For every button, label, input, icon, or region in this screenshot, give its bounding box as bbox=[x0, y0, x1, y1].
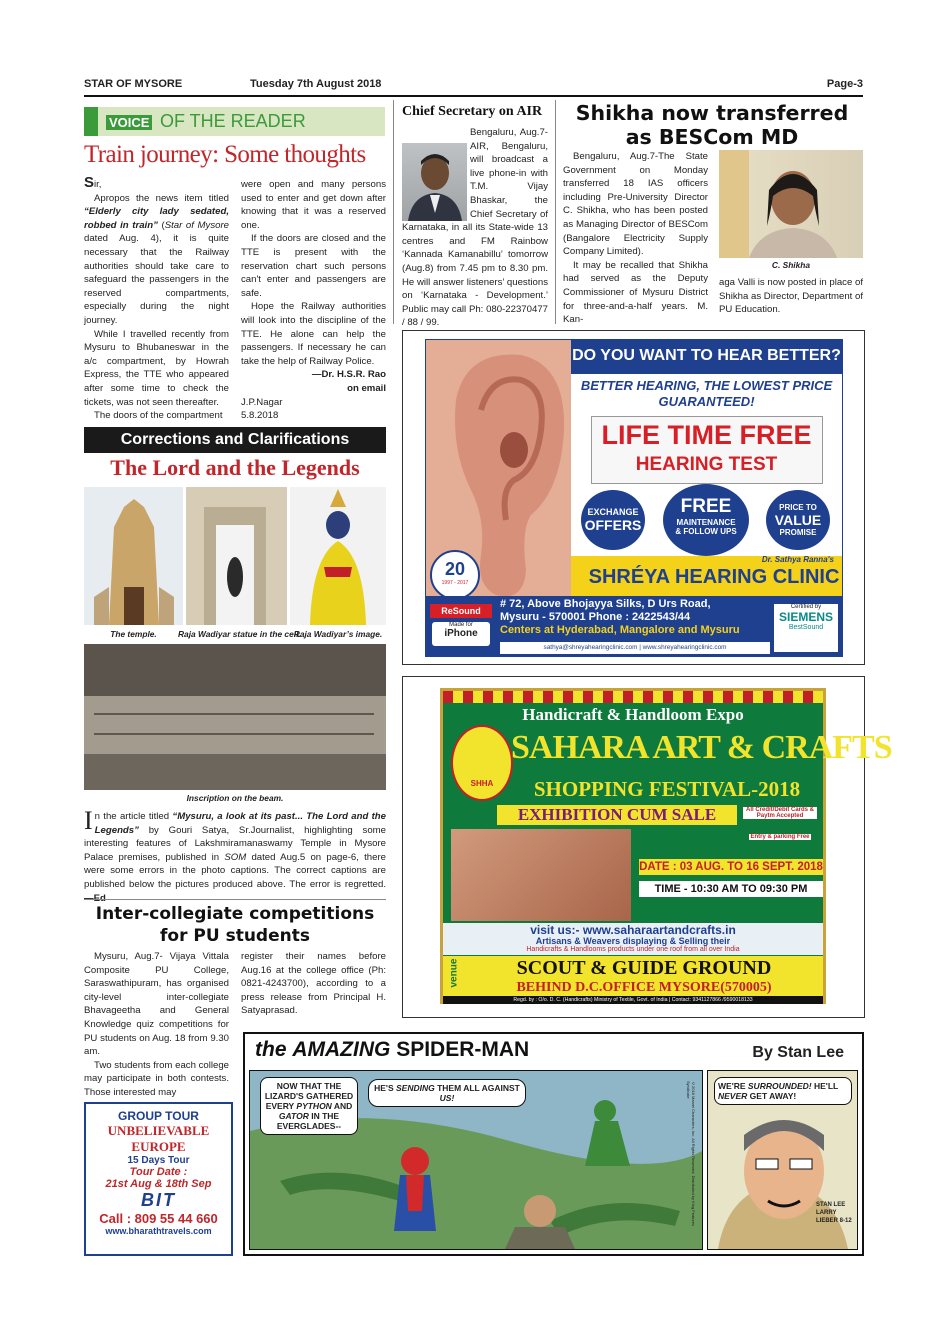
sahara-top-border bbox=[443, 691, 823, 703]
bestsound-label: BestSound bbox=[788, 624, 824, 631]
voice-tag bbox=[84, 107, 385, 136]
hearing-big1: LIFE TIME FREE bbox=[601, 420, 812, 450]
madefor-label: Made for bbox=[449, 622, 473, 628]
comic-strip bbox=[243, 1032, 864, 1256]
shikha-p3: aga Valli is now posted in place of Shikha as Director, Department of PU Education. bbox=[719, 277, 863, 316]
voice-via: on email bbox=[347, 382, 386, 394]
comic-panel-2 bbox=[707, 1070, 858, 1250]
reader-label: OF THE READER bbox=[160, 111, 306, 131]
comic-title bbox=[255, 1038, 529, 1062]
sahara-title: SAHARA ART & CRAFTS bbox=[511, 729, 892, 766]
siemens-label: SIEMENS bbox=[778, 610, 833, 624]
sahara-ad[interactable] bbox=[440, 688, 892, 1004]
pu-col-1 bbox=[84, 950, 229, 1100]
speech-bubble-3: WE'RE SURROUNDED! HE'LL NEVER GET AWAY! bbox=[714, 1077, 852, 1105]
corrections-text: In the article titled “Mysuru, a look at its past... The Lord and the Legends” by Gouri Satya, Sr.Journalist, highlighting some interesting features of Lakshmiramanaswamy Temple in Mysore Palace premises, published in SOM dated Aug.5 on page-6, there were some errors in the photo captions. The correct captions are published below the pictures produced above. The error is regretted. bbox=[84, 806, 386, 890]
voice-p6: Hope the Railway authorities will look into the discipline of the TTE. He alone can help the passengers. If necessary he can take the help of Railway Police. bbox=[241, 301, 386, 367]
corrections-banner bbox=[84, 427, 386, 453]
corrections-headline: The Lord and the Legends bbox=[110, 455, 360, 480]
sahara-cards: All Credit/Debit Cards & Paytm Accepted bbox=[743, 807, 817, 819]
voice-p5: If the doors are closed and the TTE is present with the reservation chart such persons can't enter and passengers are safe. bbox=[241, 233, 386, 299]
exchange-badge bbox=[581, 490, 645, 550]
addr-line-3: Centers at Hyderabad, Mangalore and Mysuru bbox=[500, 624, 740, 636]
comic-panel-1 bbox=[249, 1070, 703, 1250]
pu-title-line2: for PU students bbox=[160, 926, 310, 946]
masthead bbox=[84, 78, 863, 94]
exchange-l2: OFFERS bbox=[584, 517, 642, 533]
voice-col-2 bbox=[241, 178, 386, 423]
exchange-l1: EXCHANGE bbox=[587, 507, 639, 517]
sahara-date: DATE : 03 AUG. TO 16 SEPT. 2018 bbox=[639, 861, 823, 873]
hearing-big2: HEARING TEST bbox=[635, 454, 778, 475]
comic-title-the: the bbox=[255, 1038, 287, 1061]
voice-place: J.P.Nagar bbox=[241, 396, 283, 408]
corrections-dropcap: I bbox=[84, 806, 93, 835]
temple-photo bbox=[84, 487, 183, 625]
sahara-craft-photo bbox=[451, 829, 631, 921]
iphone-label: iPhone bbox=[444, 628, 478, 639]
hearing-sub1: BETTER HEARING, THE LOWEST PRICE bbox=[580, 378, 833, 393]
shikha-title-line1: Shikha now transferred bbox=[575, 101, 849, 125]
tour-l2: UNBELIEVABLE bbox=[107, 1123, 210, 1138]
voice-p1: Apropos the news item titled “Elderly city lady sedated, robbed in train” (Star of Mysore dated Aug. 4), it is quite necessary that the Railway authorities should take care to safeguard the passengers in the reserved compartments, especially during the night journey. bbox=[84, 192, 229, 326]
tour-web[interactable]: www.bharathtravels.com bbox=[105, 1226, 212, 1236]
sahara-regd: Regd. by : O/o. D. C. (Handicrafts) Ministry of Textile, Govt. of India | Contact: 9341127866 /9590018133 bbox=[443, 996, 823, 1004]
voice-p3: The doors of the compartment bbox=[94, 410, 223, 422]
years-range: 1997 - 2017 bbox=[441, 580, 469, 586]
comic-credit: STAN LEE LARRY LIEBER 8-12 bbox=[816, 1202, 852, 1224]
caption-image: Raja Wadiyar’s image. bbox=[293, 629, 383, 639]
speech-bubble-1: NOW THAT THE LIZARD'S GATHERED EVERY PYTHON AND GATOR IN THE EVERGLADES-- bbox=[260, 1077, 358, 1135]
issue-date: Tuesday 7th August 2018 bbox=[250, 78, 382, 90]
sahara-venue2: BEHIND D.C.OFFICE MYSORE(570005) bbox=[516, 980, 772, 995]
sahara-festival: SHOPPING FESTIVAL-2018 bbox=[533, 777, 801, 801]
comic-title-rest: SPIDER-MAN bbox=[396, 1038, 530, 1061]
pu-p1: Mysuru, Aug.7- Vijaya Vittala Composite PU College, Saraswathipuram, has organised city-level inter-collegiate Bhavageetha and General Knowledge quiz competitions for PU students on Aug. 18 from 9.30 am. bbox=[84, 951, 229, 1058]
inscription-photo bbox=[84, 644, 386, 790]
hearing-sub2: GUARANTEED! bbox=[658, 394, 755, 409]
tour-ad[interactable] bbox=[84, 1102, 233, 1256]
free-l3: & FOLLOW UPS bbox=[675, 527, 737, 536]
hearing-ad-frame bbox=[402, 330, 865, 665]
clinic-name: SHRÉYA HEARING CLINIC bbox=[588, 566, 840, 588]
siemens-block bbox=[774, 604, 838, 652]
voice-dropcap: S bbox=[84, 174, 95, 191]
tour-l3: EUROPE bbox=[131, 1139, 186, 1154]
clinic-web[interactable]: sathya@shreyahearingclinic.com | www.shreyahearingclinic.com bbox=[500, 642, 770, 654]
comic-copyright: ©2018 Marvel Characters, Inc. All Rights Reserved. Distributed by King Features Syndicate bbox=[686, 1081, 696, 1227]
pu-title-line1: Inter-collegiate competitions bbox=[95, 904, 375, 924]
shikha-col-1 bbox=[563, 150, 708, 327]
page-number: Page-3 bbox=[826, 78, 863, 90]
free-l2: MAINTENANCE bbox=[676, 518, 736, 527]
tour-logo: BIT bbox=[141, 1190, 176, 1210]
col-divider-2 bbox=[555, 100, 556, 324]
shikha-photo bbox=[719, 150, 863, 258]
iphone-badge bbox=[432, 622, 490, 646]
sahara-time: TIME - 10:30 AM TO 09:30 PM bbox=[639, 881, 823, 897]
years-badge bbox=[430, 550, 480, 600]
comic-title-amazing: AMAZING bbox=[292, 1038, 391, 1061]
addr-line-1: # 72, Above Bhojayya Silks, D Urs Road, bbox=[500, 598, 711, 610]
sahara-products: Handicrafts & Handlooms products under one roof from all over India bbox=[526, 946, 740, 953]
voice-salutation: ir, bbox=[94, 179, 102, 190]
tour-l1: GROUP TOUR bbox=[118, 1109, 199, 1123]
pu-col-2 bbox=[241, 950, 386, 1018]
tour-l5: Tour Date : bbox=[129, 1166, 188, 1178]
hearing-ad[interactable] bbox=[425, 339, 843, 657]
cell-photo bbox=[186, 487, 287, 625]
shikha-title bbox=[560, 101, 864, 149]
pu-p3: register their names before Aug.16 at the college office (Ph: 0821-4243700), according to a press release from Principal H. Satyaprasad. bbox=[241, 951, 386, 1017]
value-l3: PROMISE bbox=[779, 528, 817, 537]
caption-cell: Raja Wadiyar statue in the cell. bbox=[178, 629, 301, 639]
doctor-name: Dr. Sathya Ranna's bbox=[761, 555, 834, 564]
hearing-headline: DO YOU WANT TO HEAR BETTER? bbox=[572, 347, 841, 364]
cert-label: Certified by bbox=[790, 604, 822, 610]
resound-logo: ReSound bbox=[430, 604, 492, 618]
sahara-sale: EXHIBITION CUM SALE bbox=[497, 805, 737, 825]
voice-p4: were open and many persons used to enter and get down after knowing that it was a reserved one. bbox=[241, 179, 386, 231]
masthead-rule bbox=[84, 95, 863, 97]
sahara-venue1: SCOUT & GUIDE GROUND bbox=[516, 957, 772, 979]
voice-label: VOICE bbox=[106, 115, 152, 130]
value-badge bbox=[766, 490, 830, 550]
tour-l6: 21st Aug & 18th Sep bbox=[105, 1178, 212, 1190]
free-l1: FREE bbox=[680, 496, 732, 517]
shikha-p2: It may be recalled that Shikha had served as the Deputy Commissioner of Mysuru District for three-and-a-half years. M. Kan- bbox=[563, 259, 708, 326]
voice-date: 5.8.2018 bbox=[241, 410, 279, 422]
col-divider-1 bbox=[393, 100, 394, 324]
comic-author: By Stan Lee bbox=[752, 1044, 844, 1061]
paper-name: STAR OF MYSORE bbox=[84, 78, 183, 90]
free-badge bbox=[663, 484, 749, 556]
air-text: Bengaluru, Aug.7- AIR, Bengaluru, will broadcast a live phone-in with T.M. Vijay Bhaskar, the Chief Secretary of Karnataka, in all its State-wide 13 centres and FM Rainbow ‘Kannada Kamanabillu’ tomorrow (Aug.8) from 7.45 pm to 8.30 pm. He will answer listeners’ questions on ‘Karnataka - Development.’ Public may call Ph: 080-22370477 / 88 / 99. bbox=[402, 127, 548, 329]
pu-top-rule bbox=[84, 899, 386, 900]
shikha-p1: Bengaluru, Aug.7-The State Government on Monday transferred 18 IAS officers including Pre-University Director C. Shikha, who has been posted as Managing Director of BESCom (Bangalore Electricity Supply Company Limited). bbox=[563, 151, 708, 258]
sahara-logo bbox=[451, 725, 513, 801]
pu-p2: Two students from each college may participate in both contests. Those interested may bbox=[84, 1059, 229, 1098]
years-number: 20 bbox=[444, 559, 466, 579]
sahara-visit[interactable]: visit us:- www.saharaartandcrafts.in bbox=[530, 923, 736, 937]
idol-photo bbox=[290, 487, 386, 625]
sahara-artisans: Artisans & Weavers displaying & Selling their bbox=[535, 936, 731, 946]
voice-col-1 bbox=[84, 176, 229, 423]
value-l1: PRICE TO bbox=[779, 503, 817, 512]
tour-l4: 15 Days Tour bbox=[127, 1155, 190, 1166]
pu-title bbox=[84, 903, 386, 947]
addr-line-2: Mysuru - 570001 Phone : 2422543/44 bbox=[500, 611, 691, 623]
voice-signature: —Dr. H.S.R. Rao bbox=[311, 369, 386, 381]
clinic-address bbox=[500, 598, 770, 637]
caption-temple: The temple. bbox=[110, 629, 157, 639]
sahara-ad-frame bbox=[402, 676, 892, 1018]
sahara-logo-text: SHHA bbox=[470, 779, 494, 788]
sahara-entry: Entry & parking Free bbox=[750, 834, 810, 840]
air-title: Chief Secretary on AIR bbox=[402, 104, 543, 119]
shikha-title-line2: as BESCom MD bbox=[625, 125, 799, 149]
caption-inscription: Inscription on the beam. bbox=[186, 793, 284, 803]
voice-p2: While I travelled recently from Mysuru to Bhubaneswar in the a/c compartment, by Howrah Express, the TTE who appeared after some time to check the tickets, was not seen thereafter. bbox=[84, 328, 229, 408]
voice-headline: Train journey: Some thoughts bbox=[84, 141, 366, 168]
air-photo-spacer bbox=[402, 126, 470, 221]
shikha-caption: C. Shikha bbox=[771, 260, 811, 270]
value-l2: VALUE bbox=[774, 512, 822, 528]
sahara-top: Handicraft & Handloom Expo bbox=[522, 705, 744, 724]
speech-bubble-2: HE'S SENDING THEM ALL AGAINST US! bbox=[368, 1079, 526, 1107]
corrections-banner-text: Corrections and Clarifications bbox=[120, 431, 350, 448]
tour-call[interactable]: Call : 809 55 44 660 bbox=[99, 1211, 218, 1226]
sahara-venue-label: venue bbox=[448, 958, 460, 988]
